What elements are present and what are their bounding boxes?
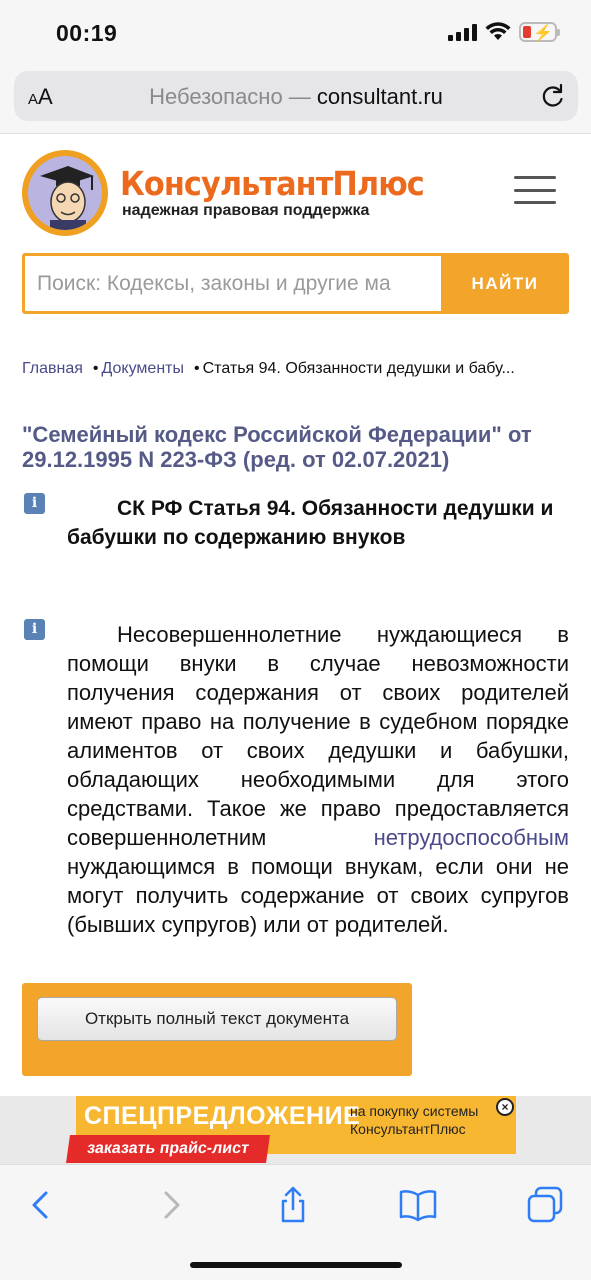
browser-address-area: [0, 66, 591, 134]
url-text[interactable]: [14, 84, 578, 110]
search-input[interactable]: [25, 256, 440, 311]
promo-headline: СПЕЦПРЕДЛОЖЕНИЕ: [84, 1102, 361, 1130]
address-bar[interactable]: [14, 71, 578, 121]
promo-banner-area: [0, 1096, 591, 1164]
breadcrumb-current: Статья 94. Обязанности дедушки и бабу...: [202, 360, 515, 377]
site-logo[interactable]: [22, 150, 108, 236]
search-button[interactable]: НАЙТИ: [441, 256, 569, 311]
wifi-icon: [485, 22, 511, 42]
breadcrumb-home[interactable]: Главная: [22, 360, 83, 377]
logo-portrait-icon: [28, 156, 102, 230]
home-indicator[interactable]: [190, 1262, 402, 1268]
search-box: [22, 253, 569, 314]
promo-cta-button[interactable]: заказать прайс-лист: [66, 1135, 270, 1163]
cellular-signal-icon: [448, 23, 477, 41]
forward-icon[interactable]: [150, 1185, 190, 1225]
status-bar: [0, 0, 591, 66]
battery-icon: ⚡: [519, 22, 557, 42]
article-heading: СК РФ Статья 94. Обязанности дедушки и бабушки по содержанию внуков: [67, 497, 554, 549]
breadcrumb: Главная • Документы • Статья 94. Обязанности дедушки и бабу...: [22, 360, 515, 377]
text-size-button[interactable]: AA: [28, 84, 53, 109]
share-icon[interactable]: [273, 1185, 313, 1225]
article-body: [67, 620, 569, 939]
open-full-text-button[interactable]: Открыть полный текст документа: [37, 997, 397, 1041]
reload-icon[interactable]: [540, 83, 566, 109]
document-title[interactable]: "Семейный кодекс Российской Федерации" от 29.12.1995 N 223-ФЗ (ред. от 02.07.2021): [22, 422, 532, 472]
tabs-icon[interactable]: [525, 1185, 565, 1225]
close-icon[interactable]: ×: [496, 1098, 514, 1116]
status-time: 00:19: [56, 20, 118, 46]
open-full-text-panel: [22, 983, 412, 1076]
info-icon[interactable]: i: [24, 619, 45, 640]
article-text: Несовершеннолетние нуждающиеся в помощи внуки в случае невозможности получения содержания от своих родителей имеют право на получение в судебном порядке алиментов от своих дедушки и бабушки, обладающих необходимыми для этого средствами. Такое же право предоставляется совершеннолетним: [67, 622, 569, 850]
brand-subtitle: надежная правовая поддержка: [122, 202, 370, 219]
back-icon[interactable]: [22, 1185, 62, 1225]
breadcrumb-documents[interactable]: Документы: [101, 360, 184, 377]
url-security-label: Небезопасно —: [149, 84, 317, 109]
bookmarks-icon[interactable]: [398, 1185, 438, 1225]
url-domain: consultant.ru: [316, 84, 443, 109]
article-text: нуждающимся в помощи внукам, если они не могут получить содержание от своих супругов (бывших супругов) или от родителей.: [67, 854, 569, 937]
status-icons: [448, 22, 557, 42]
brand-title[interactable]: КонсультантПлюс: [120, 164, 424, 203]
menu-icon[interactable]: [514, 176, 556, 204]
promo-subtext: на покупку системы КонсультантПлюс: [350, 1103, 479, 1137]
article-link-disabled[interactable]: нетрудоспособным: [373, 825, 569, 850]
info-icon[interactable]: i: [24, 493, 45, 514]
